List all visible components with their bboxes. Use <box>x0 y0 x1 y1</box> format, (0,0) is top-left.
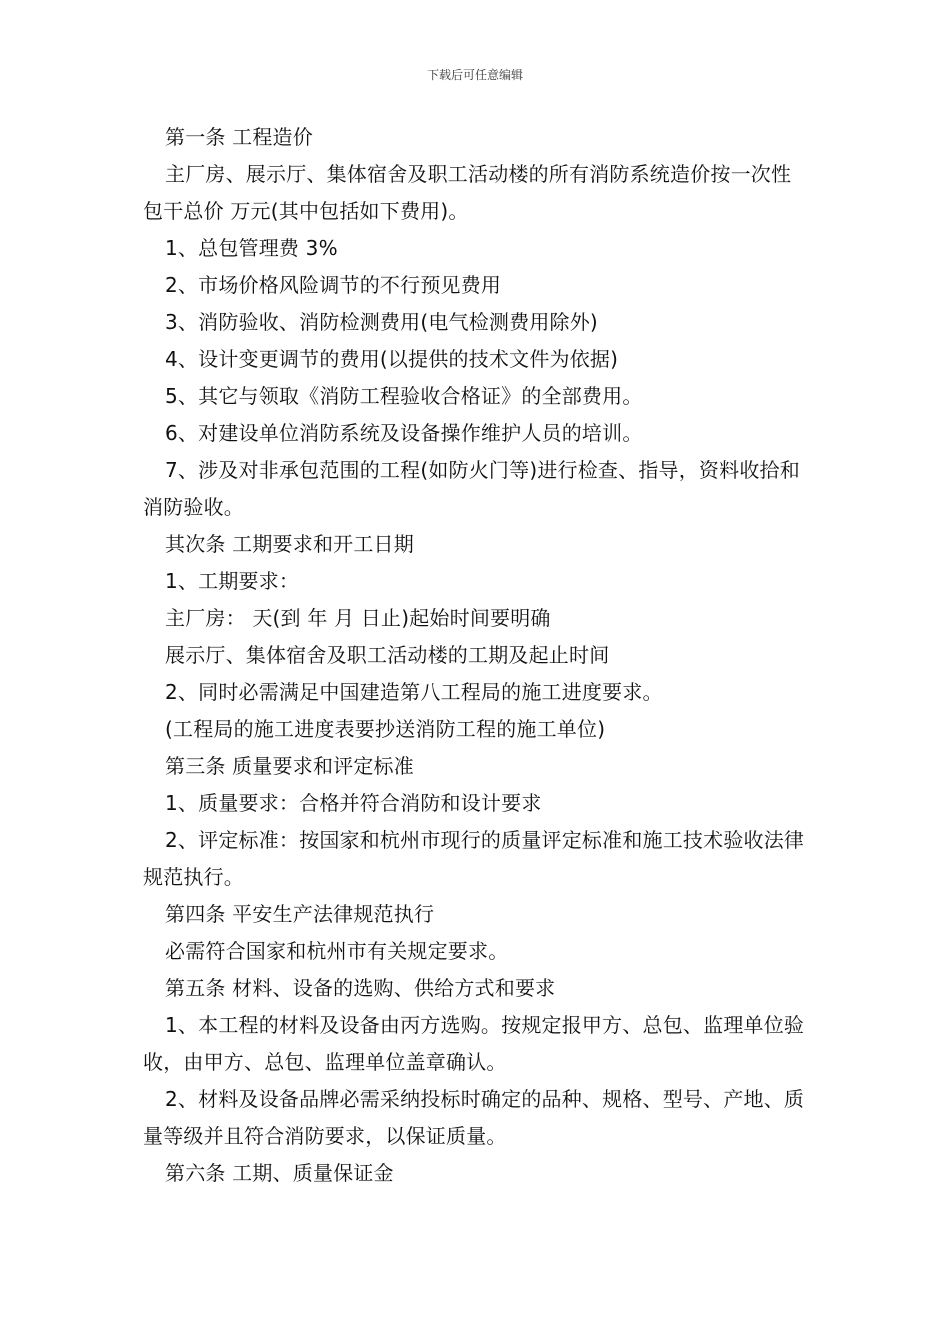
list-item: 4、设计变更调节的费用(以提供的技术文件为依据) <box>165 347 619 371</box>
page-header: 下载后可任意编辑 <box>426 68 523 82</box>
list-item: 3、消防验收、消防检测费用(电气检测费用除外) <box>165 310 598 334</box>
list-item: 1、工期要求： <box>165 569 300 593</box>
article-heading: 第三条 质量要求和评定标准 <box>165 754 414 778</box>
list-item: 2、材料及设备品牌必需采纳投标时确定的品种、规格、型号、产地、质量等级并且符合消防要求，以保证质量。 <box>143 1087 805 1148</box>
article-heading: 第四条 平安生产法律规范执行 <box>165 902 435 926</box>
document-body <box>143 119 811 1192</box>
list-item: 2、同时必需满足中国建造第八工程局的施工进度要求。 <box>165 680 663 704</box>
paragraph: 展示厅、集体宿舍及职工活动楼的工期及起止时间 <box>165 643 610 667</box>
list-item: 1、本工程的材料及设备由丙方选购。按规定报甲方、总包、监理单位验收，由甲方、总包、监理单位盖章确认。 <box>143 1013 805 1074</box>
list-item: 5、其它与领取《消防工程验收合格证》的全部费用。 <box>165 384 643 408</box>
list-item: 2、市场价格风险调节的不行预见费用 <box>165 273 502 297</box>
list-item: 6、对建设单位消防系统及设备操作维护人员的培训。 <box>165 421 643 445</box>
list-item: 7、涉及对非承包范围的工程(如防火门等)进行检查、指导，资料收拾和消防验收。 <box>143 458 800 519</box>
article-heading: 第五条 材料、设备的选购、供给方式和要求 <box>165 976 556 1000</box>
list-item: 1、质量要求：合格并符合消防和设计要求 <box>165 791 542 815</box>
list-item: 1、总包管理费 3% <box>165 236 338 260</box>
article-heading: 第六条 工期、质量保证金 <box>165 1161 394 1185</box>
article-heading: 其次条 工期要求和开工日期 <box>165 532 414 556</box>
article-heading: 第一条 工程造价 <box>165 125 313 149</box>
list-item: 2、评定标准：按国家和杭州市现行的质量评定标准和施工技术验收法律规范执行。 <box>143 828 805 889</box>
paragraph: (工程局的施工进度表要抄送消防工程的施工单位) <box>165 717 606 741</box>
paragraph: 必需符合国家和杭州市有关规定要求。 <box>165 939 509 963</box>
paragraph: 主厂房、展示厅、集体宿舍及职工活动楼的所有消防系统造价按一次性包干总价 万元(其中包括如下费用)。 <box>143 162 792 223</box>
paragraph: 主厂房： 天(到 年 月 日止)起始时间要明确 <box>165 606 551 630</box>
